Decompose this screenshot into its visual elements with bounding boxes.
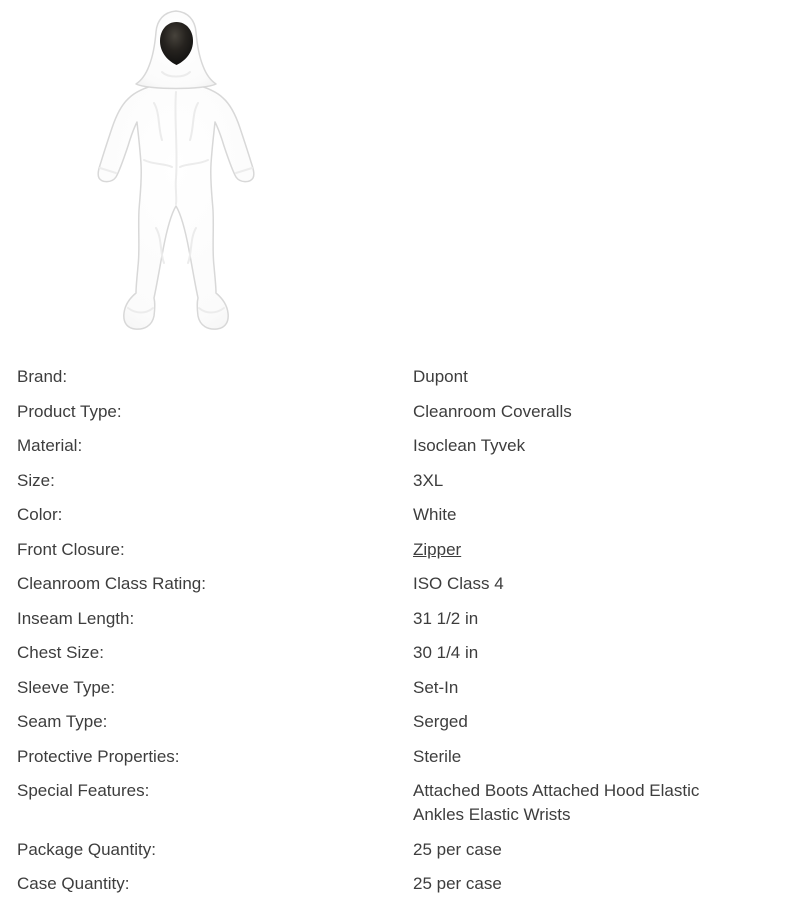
- spec-label: Material:: [17, 436, 83, 455]
- spec-row-inseam-length: [17, 607, 800, 631]
- spec-row-special-features: [17, 779, 800, 827]
- spec-label: Package Quantity:: [17, 839, 156, 859]
- spec-row-brand: [17, 365, 800, 389]
- front-closure-zipper-link[interactable]: Zipper: [413, 539, 462, 559]
- spec-label: Protective Properties:: [17, 746, 180, 766]
- coverall-illustration: [36, 8, 316, 340]
- spec-label: Product Type:: [17, 401, 122, 421]
- spec-label: Color:: [17, 505, 63, 524]
- spec-row-cleanroom-class-rating: [17, 572, 800, 596]
- spec-label: Sleeve Type:: [17, 677, 115, 697]
- spec-row-chest-size: [17, 641, 800, 665]
- spec-label: Cleanroom Class Rating:: [17, 574, 206, 593]
- spec-label: Seam Type:: [17, 712, 108, 731]
- spec-row-case-quantity: [17, 872, 800, 896]
- spec-value: 25 per case: [413, 874, 502, 893]
- spec-row-size: [17, 469, 800, 493]
- spec-value: 3XL: [413, 470, 444, 490]
- spec-row-protective-properties: [17, 745, 800, 769]
- spec-label: Case Quantity:: [17, 874, 130, 893]
- product-image: [0, 0, 800, 365]
- spec-row-seam-type: [17, 710, 800, 734]
- spec-value: 31 1/2 in: [413, 608, 479, 628]
- spec-value: Serged: [413, 712, 468, 731]
- spec-row-sleeve-type: [17, 676, 800, 700]
- spec-value: ISO Class 4: [413, 574, 504, 593]
- spec-label: Brand:: [17, 367, 68, 386]
- spec-label: Chest Size:: [17, 643, 104, 662]
- spec-label: Size:: [17, 470, 55, 490]
- spec-label: Front Closure:: [17, 539, 125, 559]
- spec-value: 30 1/4 in: [413, 643, 479, 662]
- spec-value: Attached Boots Attached Hood Elastic Ankles Elastic Wrists: [413, 781, 700, 824]
- spec-value: Dupont: [413, 367, 468, 386]
- spec-row-material: [17, 434, 800, 458]
- spec-row-front-closure: [17, 538, 800, 562]
- spec-value: 25 per case: [413, 839, 502, 859]
- spec-row-product-type: [17, 400, 800, 424]
- spec-label: Inseam Length:: [17, 608, 135, 628]
- spec-value: White: [413, 505, 457, 524]
- spec-row-color: [17, 503, 800, 527]
- spec-table: [0, 365, 800, 896]
- spec-value: Set-In: [413, 677, 459, 697]
- spec-row-package-quantity: [17, 838, 800, 862]
- spec-value: Isoclean Tyvek: [413, 436, 526, 455]
- spec-label: Special Features:: [17, 781, 150, 800]
- spec-value: Cleanroom Coveralls: [413, 401, 572, 421]
- spec-value: Sterile: [413, 746, 462, 766]
